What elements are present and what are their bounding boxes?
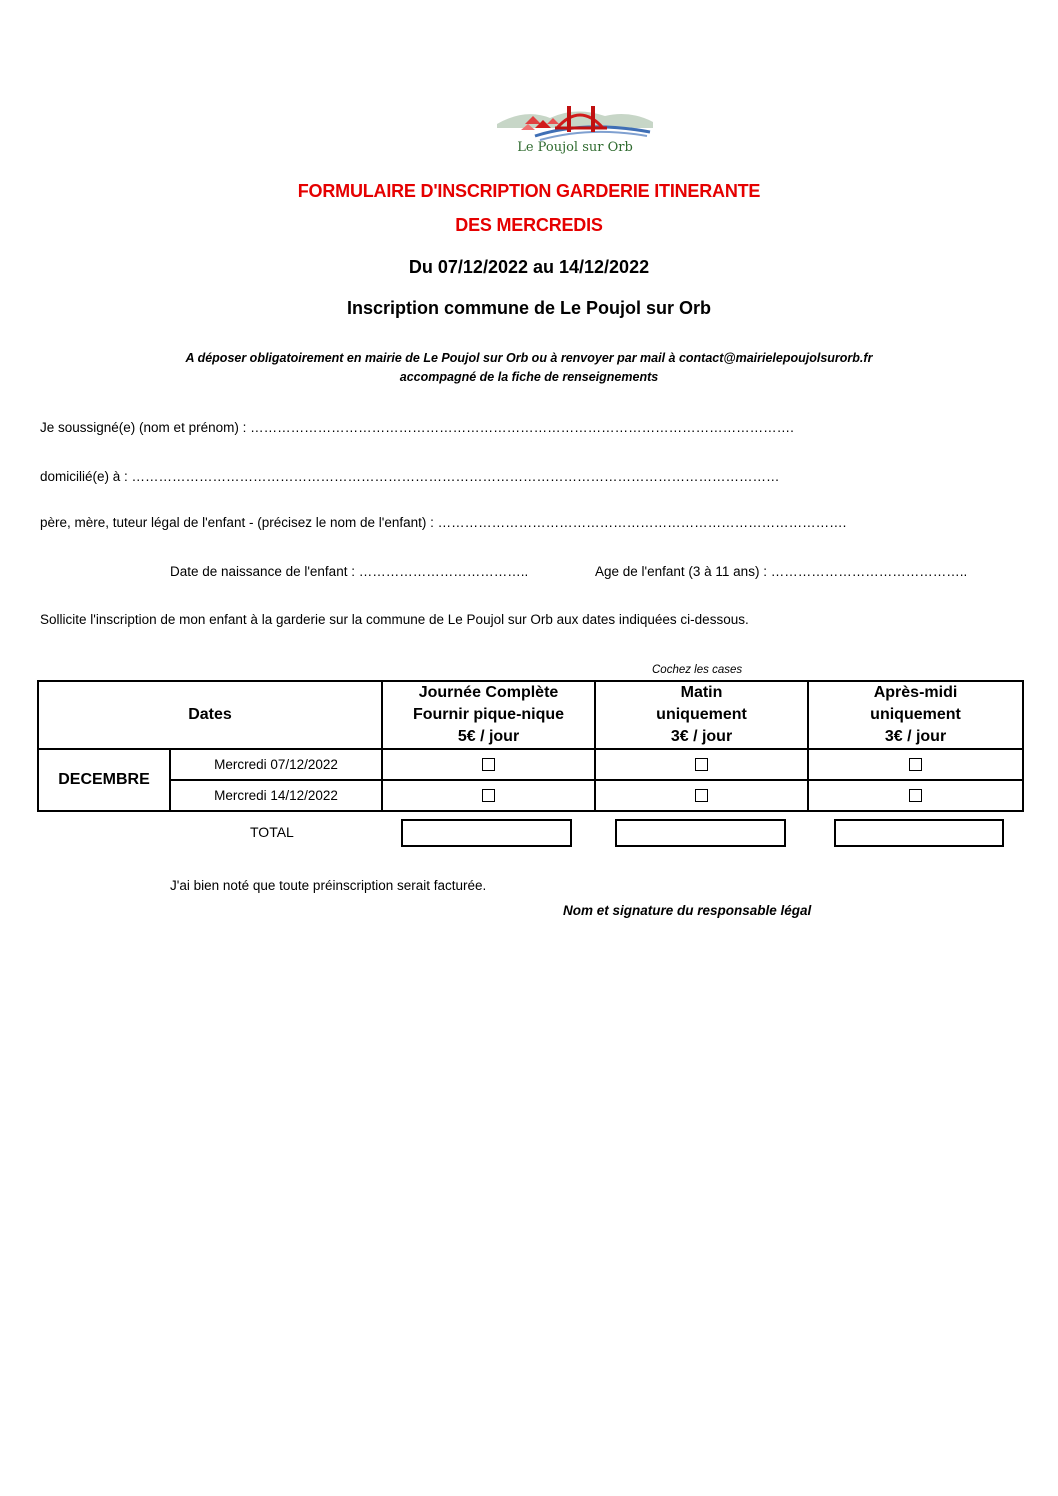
birthdate-field[interactable]: Date de naissance de l'enfant : ……………………………….. bbox=[170, 564, 529, 579]
header-matin bbox=[595, 681, 808, 749]
logo-text: Le Poujol sur Orb bbox=[517, 140, 633, 155]
instructions-line2: accompagné de la fiche de renseignements bbox=[399, 370, 659, 384]
form-title-line2: DES MERCREDIS bbox=[455, 215, 603, 235]
date-cell: Mercredi 07/12/2022 bbox=[170, 749, 382, 780]
header-journee bbox=[382, 681, 595, 749]
table-hint: Cochez les cases bbox=[652, 664, 743, 676]
header-matin-line2: uniquement bbox=[656, 706, 747, 723]
checkbox-cell bbox=[595, 749, 808, 780]
table-row bbox=[38, 780, 1023, 811]
journee-checkbox[interactable] bbox=[482, 789, 495, 802]
header-matin-line3: 3€ / jour bbox=[670, 728, 733, 745]
bridge-logo-icon bbox=[495, 98, 655, 142]
header-matin-line1: Matin bbox=[680, 684, 723, 701]
date-cell: Mercredi 14/12/2022 bbox=[170, 780, 382, 811]
table-row bbox=[38, 749, 1023, 780]
header-apres-midi-line3: 3€ / jour bbox=[884, 728, 947, 745]
signature-label: Nom et signature du responsable légal bbox=[563, 903, 812, 918]
journee-checkbox[interactable] bbox=[482, 758, 495, 771]
instructions-line1: A déposer obligatoirement en mairie de Le Poujol sur Orb ou à renvoyer par mail à contact@mairielepoujolsurorb.fr bbox=[185, 351, 873, 365]
apres-midi-checkbox[interactable] bbox=[909, 789, 922, 802]
form-title-line1: FORMULAIRE D'INSCRIPTION GARDERIE ITINERANTE bbox=[297, 181, 761, 201]
checkbox-cell bbox=[808, 749, 1023, 780]
commune-heading: Inscription commune de Le Poujol sur Orb bbox=[346, 298, 712, 318]
header-journee-line3: 5€ / jour bbox=[457, 728, 520, 745]
checkbox-cell bbox=[382, 749, 595, 780]
sollicite-text: Sollicite l'inscription de mon enfant à la garderie sur la commune de Le Poujol sur Orb aux dates indiquées ci-dessous. bbox=[40, 612, 749, 627]
header-journee-line2: Fournir pique-nique bbox=[412, 706, 565, 723]
commune-logo bbox=[495, 98, 655, 162]
header-apres-midi-line1: Après-midi bbox=[873, 684, 958, 701]
age-field[interactable]: Age de l'enfant (3 à 11 ans) : …………………………………….. bbox=[595, 564, 968, 579]
header-journee-line1: Journée Complète bbox=[418, 684, 559, 701]
month-cell: DECEMBRE bbox=[38, 749, 170, 811]
header-apres-midi-line2: uniquement bbox=[870, 706, 961, 723]
registration-table bbox=[37, 680, 1024, 812]
matin-checkbox[interactable] bbox=[695, 758, 708, 771]
matin-checkbox[interactable] bbox=[695, 789, 708, 802]
checkbox-cell bbox=[808, 780, 1023, 811]
total-apres-midi-field[interactable] bbox=[834, 819, 1004, 847]
soussigne-field[interactable]: Je soussigné(e) (nom et prénom) : …………………………………………………………………………………………………………. bbox=[40, 420, 794, 435]
apres-midi-checkbox[interactable] bbox=[909, 758, 922, 771]
header-apres-midi bbox=[808, 681, 1023, 749]
table-header-row bbox=[38, 681, 1023, 749]
period-heading: Du 07/12/2022 au 14/12/2022 bbox=[408, 257, 650, 277]
billing-note: J'ai bien noté que toute préinscription serait facturée. bbox=[170, 878, 487, 893]
total-journee-field[interactable] bbox=[401, 819, 572, 847]
checkbox-cell bbox=[382, 780, 595, 811]
header-dates: Dates bbox=[38, 681, 382, 749]
total-matin-field[interactable] bbox=[615, 819, 786, 847]
checkbox-cell bbox=[595, 780, 808, 811]
total-label: TOTAL bbox=[250, 824, 294, 840]
domicile-field[interactable]: domicilié(e) à : ……………………………………………………………………………………………………………………………… bbox=[40, 469, 780, 484]
parent-field[interactable]: père, mère, tuteur légal de l'enfant - (précisez le nom de l'enfant) : ………………………………………………………………………………. bbox=[40, 515, 847, 530]
